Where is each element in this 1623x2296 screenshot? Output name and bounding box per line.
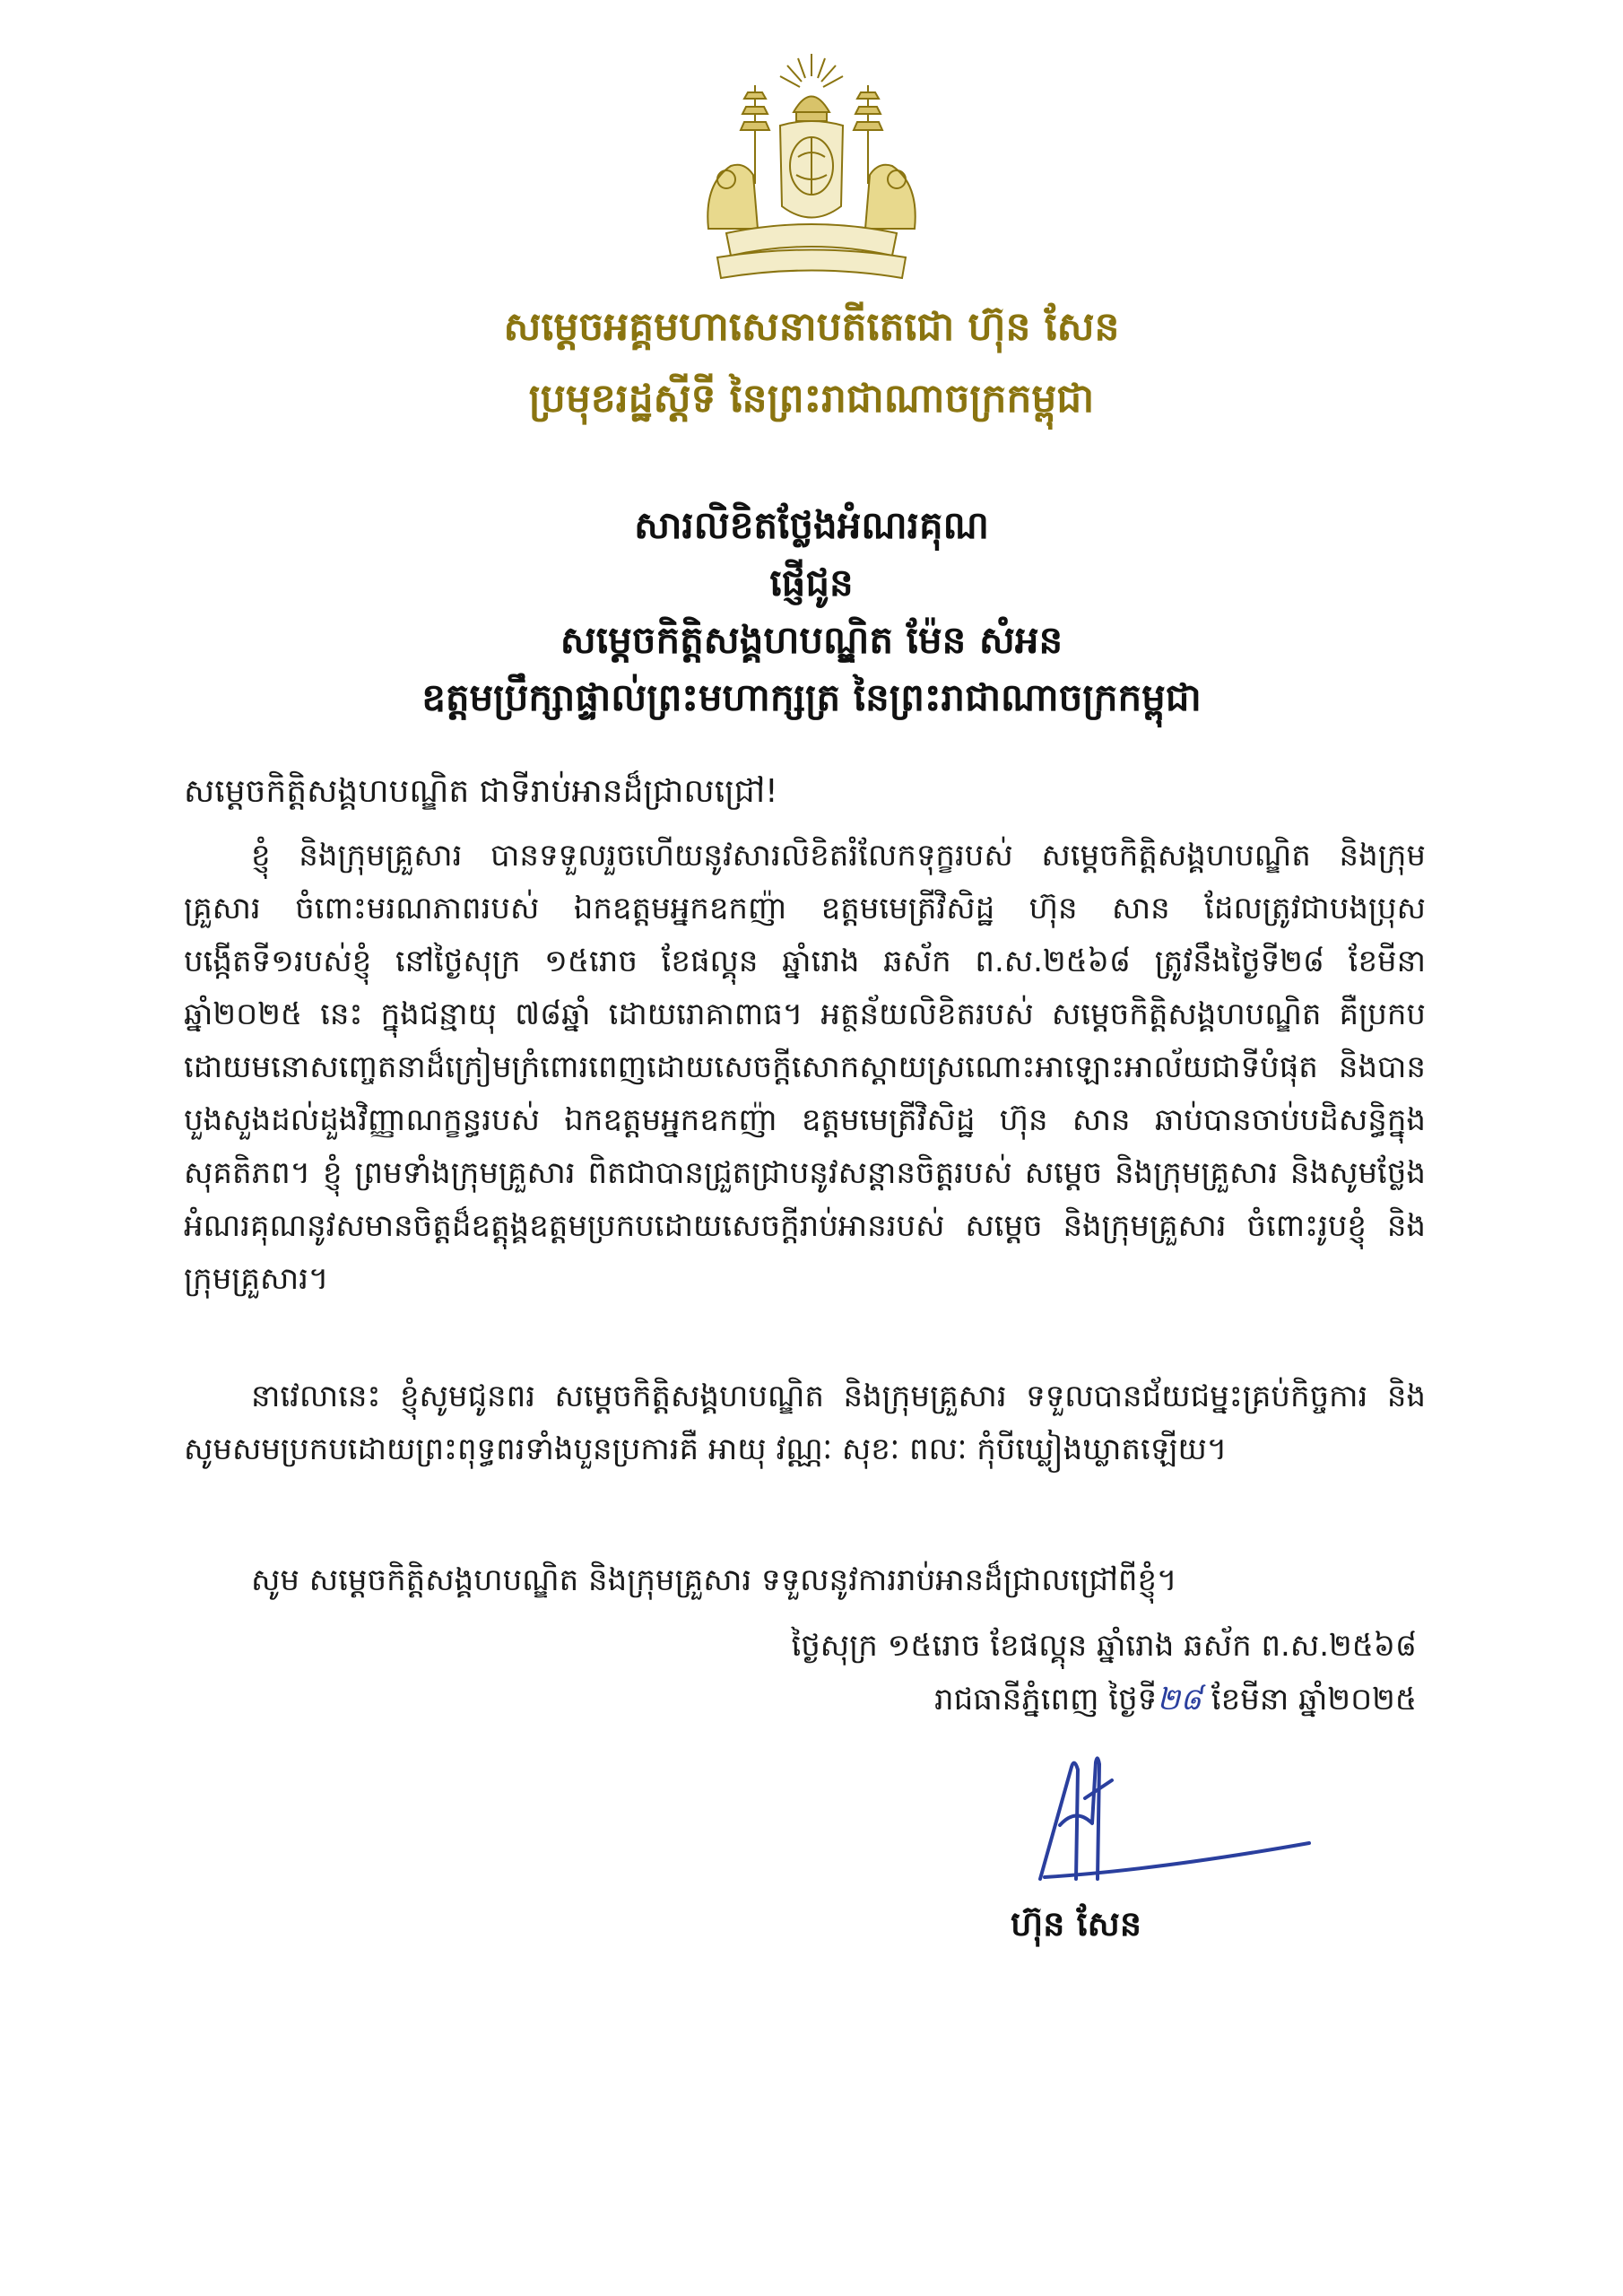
- handwritten-day: ២៨: [1157, 1682, 1202, 1718]
- recipient-title: ឧត្តមប្រឹក្សាផ្ទាល់ព្រះមហាក្សត្រ នៃព្រះរាជាណាចក្រកម្ពុជា: [421, 675, 1202, 719]
- letter-title-block: [0, 498, 1623, 727]
- paragraph-text: ខ្ញុំ និងក្រុមគ្រួសារ បានទទួលរួចហើយនូវសារលិខិតរំលែកទុក្ខរបស់ សម្តេចកិត្តិសង្គហបណ្ឌិត និងក្រុមគ្រួសារ ចំពោះមរណភាពរបស់ ឯកឧត្តមអ្នកឧកញ៉ា ឧត្តមមេត្រីវិសិដ្ឋ ហ៊ុន សាន ដែលត្រូវជាបងប្រុសបង្កើតទី១របស់ខ្ញុំ នៅថ្ងៃសុក្រ ១៥រោច ខែផល្គុន ឆ្នាំរោង ឆស័ក ព.ស.២៥៦៨ ត្រូវនឹងថ្ងៃទី២៨ ខែមីនា ឆ្នាំ២០២៥ នេះ ក្នុងជន្មាយុ ៧៨ឆ្នាំ ដោយរោគាពាធ។ អត្ថន័យលិខិតរបស់ សម្តេចកិត្តិសង្គហបណ្ឌិត គឺប្រកបដោយមនោសញ្ចេតនាដ៏ក្រៀមក្រំពោរពេញដោយសេចក្តីសោកស្តាយស្រណោះអាឡោះអាល័យជាទីបំផុត និងបានបួងសួងដល់ដួងវិញ្ញាណក្ខន្ធរបស់ ឯកឧត្តមអ្នកឧកញ៉ា ឧត្តមមេត្រីវិសិដ្ឋ ហ៊ុន សាន ឆាប់បានចាប់បដិសន្ធិក្នុងសុគតិភព។ ខ្ញុំ ព្រមទាំងក្រុមគ្រួសារ ពិតជាបានជ្រួតជ្រាបនូវសន្តានចិត្តរបស់ សម្តេច និងក្រុមគ្រួសារ និងសូមថ្លែងអំណរគុណនូវសមានចិត្តដ៏ឧត្តុង្គឧត្តមប្រកបដោយសេចក្តីរាប់អានរបស់ សម្តេច និងក្រុមគ្រួសារ ចំពោះរូបខ្ញុំ និងក្រុមគ្រួសារ។: [184, 838, 1426, 1297]
- royal-emblem: [690, 49, 933, 291]
- salutation: សម្តេចកិត្តិសង្គហបណ្ឌិត ជាទីរាប់អានដ៏ជ្រាលជ្រៅ!: [184, 773, 778, 810]
- body-paragraph-1: [184, 830, 1426, 1306]
- lunar-date: ថ្ងៃសុក្រ ១៥រោច ខែផល្គុន ឆ្នាំរោង ឆស័ក ព.ស.២៥៦៨: [791, 1628, 1417, 1664]
- signer-name: ហ៊ុន សែន: [1011, 1904, 1141, 1944]
- issuer-name: សម្តេចអគ្គមហាសេនាបតីតេជោ ហ៊ុន សែន: [503, 304, 1120, 350]
- body-paragraph-3: [184, 1554, 1426, 1607]
- place-and-date: [717, 1675, 1417, 1725]
- place-prefix: រាជធានីភ្នំពេញ ថ្ងៃទី: [934, 1682, 1158, 1718]
- body-paragraph-2: [184, 1370, 1426, 1476]
- paragraph-text: សូម សម្តេចកិត្តិសង្គហបណ្ឌិត និងក្រុមគ្រួសារ ទទួលនូវការរាប់អានដ៏ជ្រាលជ្រៅពីខ្ញុំ។: [251, 1562, 1177, 1598]
- issuer-title: ប្រមុខរដ្ឋស្តីទី នៃព្រះរាជាណាចក្រកម្ពុជា: [528, 376, 1095, 422]
- recipient-name: សម្តេចកិត្តិសង្គហបណ្ឌិត ម៉ែន សំអន: [560, 618, 1063, 662]
- letter-title: សារលិខិតថ្លែងអំណរគុណ: [634, 503, 989, 547]
- handwritten-signature: [1022, 1744, 1318, 1906]
- month-year: ខែមីនា ឆ្នាំ២០២៥: [1202, 1682, 1417, 1718]
- send-to-label: ផ្ញើជូន: [769, 561, 854, 604]
- paragraph-text: នាវេលានេះ ខ្ញុំសូមជូនពរ សម្តេចកិត្តិសង្គហបណ្ឌិត និងក្រុមគ្រួសារ ទទួលបានជ័យជម្នះគ្រប់កិច្ចការ និងសូមសមប្រកបដោយព្រះពុទ្ធពរទាំងបួនប្រការគឺ អាយុ វណ្ណៈ សុខៈ ពលៈ កុំបីឃ្លៀងឃ្លាតឡើយ។: [184, 1378, 1426, 1467]
